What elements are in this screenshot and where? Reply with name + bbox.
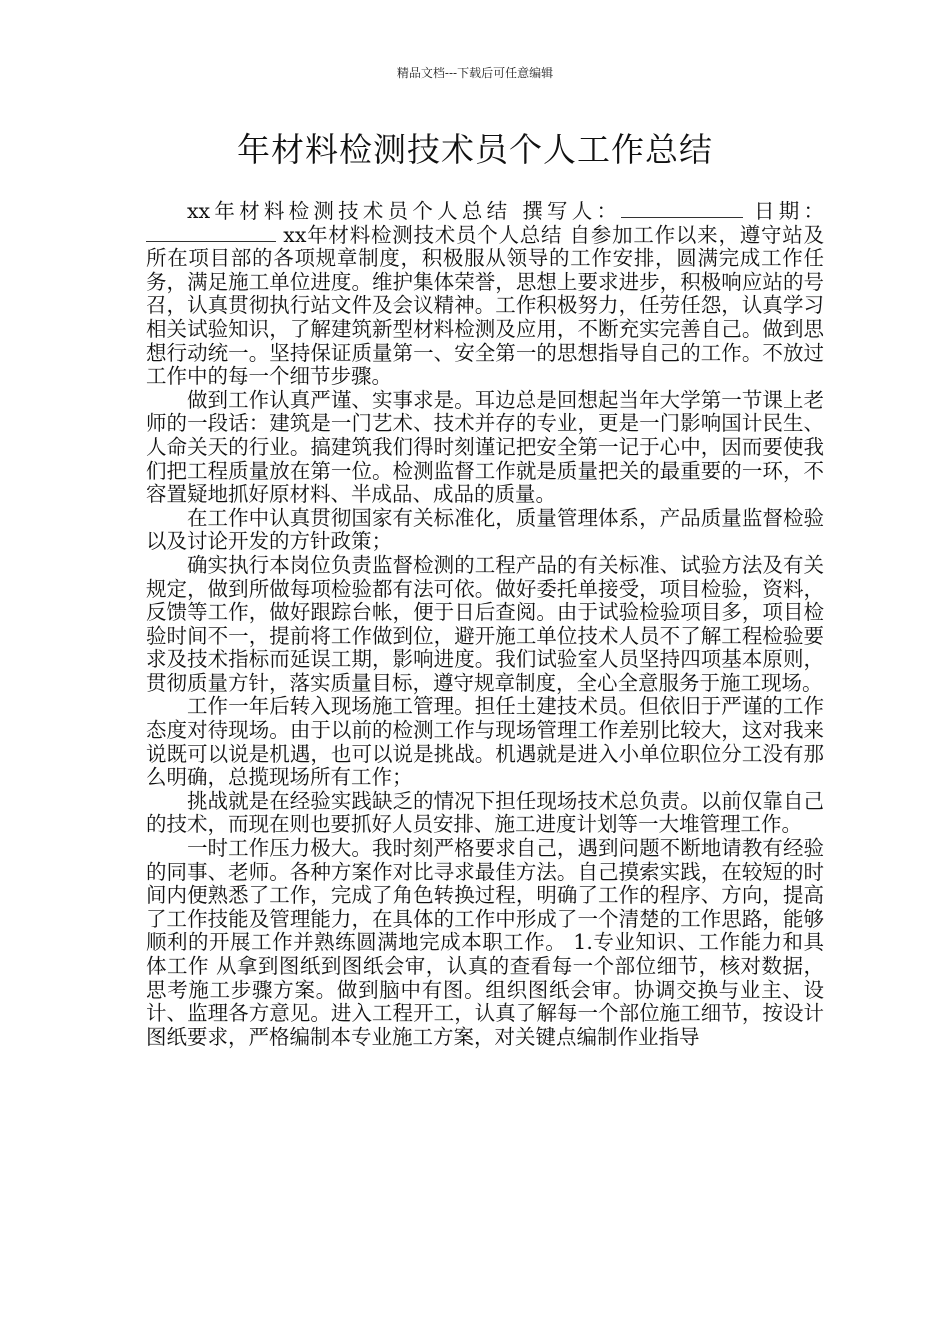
author-blank-line xyxy=(621,201,743,218)
header-note: 精品文档---下载后可任意编辑 xyxy=(396,66,554,80)
document-title: 年材料检测技术员个人工作总结 xyxy=(237,130,713,169)
intro-paragraph xyxy=(146,200,824,389)
body-paragraph-1: 做到工作认真严谨、实事求是。耳边总是回想起当年大学第一节课上老师的一段话：建筑是一门艺术、技术并存的专业，更是一门影响国计民生、人命关天的行业。搞建筑我们得时刻谨记把安全第一记于心中，因而要使我们把工程质量放在第一位。检测监督工作就是质量把关的最重要的一环，不容置疑地抓好原材料、半成品、成品的质量。 xyxy=(146,387,824,507)
date-blank-line xyxy=(146,225,276,242)
body-paragraph-4: 工作一年后转入现场施工管理。担任土建技术员。但依旧于严谨的工作态度对待现场。由于以前的检测工作与现场管理工作差别比较大，这对我来说既可以说是机遇，也可以说是挑战。机遇就是进入小单位职位分工没有那么明确，总揽现场所有工作； xyxy=(146,694,824,790)
intro-text-date: 日期： xyxy=(743,199,824,223)
body-paragraph-6: 一时工作压力极大。我时刻严格要求自己，遇到问题不断地请教有经验的同事、老师。各种方案作对比寻求最佳方法。自己摸索实践，在较短的时间内便熟悉了工作，完成了角色转换过程，明确了工作的程序、方向，提高了工作技能及管理能力，在具体的工作中形成了一个清楚的工作思路，能够顺利的开展工作并熟练圆满地完成本职工作。 1.专业知识、工作能力和具体工作 从拿到图纸到图纸会审，认真的查看每一个部位细节，核对数据，思考施工步骤方案。做到脑中有图。组织图纸会审。协调交换与业主、设计、监理各方意见。进入工程开工，认真了解每一个部位施工细节，按设计图纸要求，严格编制本专业施工方案，对关键点编制作业指导 xyxy=(146,836,824,1049)
intro-text-body: xx年材料检测技术员个人总结 自参加工作以来，遵守站及所在项目部的各项规章制度，积极服从领导的工作安排，圆满完成工作任务，满足施工单位进度。维护集体荣誉，思想上要求进步，积极响应站的号召，认真贯彻执行站文件及会议精神。工作积极努力，任劳任怨，认真学习相关试验知识，了解建筑新型材料检测及应用，不断充实完善自己。做到思想行动统一。坚持保证质量第一、安全第一的思想指导自己的工作。不放过工作中的每一个细节步骤。 xyxy=(146,222,824,389)
body-paragraph-2: 在工作中认真贯彻国家有关标准化，质量管理体系，产品质量监督检验以及讨论开发的方针政策； xyxy=(146,505,824,554)
intro-text-author: xx年材料检测技术员个人总结 撰写人： xyxy=(187,199,622,223)
body-paragraph-3: 确实执行本岗位负责监督检测的工程产品的有关标准、试验方法及有关规定，做到所做每项检验都有法可依。做好委托单接受，项目检验，资料，反馈等工作，做好跟踪台帐，便于日后查阅。由于试验检验项目多，项目检验时间不一，提前将工作做到位，避开施工单位技术人员不了解工程检验要求及技术指标而延误工期，影响进度。我们试验室人员坚持四项基本原则，贯彻质量方针，落实质量目标，遵守规章制度，全心全意服务于施工现场。 xyxy=(146,552,824,695)
document-body xyxy=(146,200,824,1049)
body-paragraph-5: 挑战就是在经验实践缺乏的情况下担任现场技术总负责。以前仅靠自己的技术，而现在则也要抓好人员安排、施工进度计划等一大堆管理工作。 xyxy=(146,788,824,837)
